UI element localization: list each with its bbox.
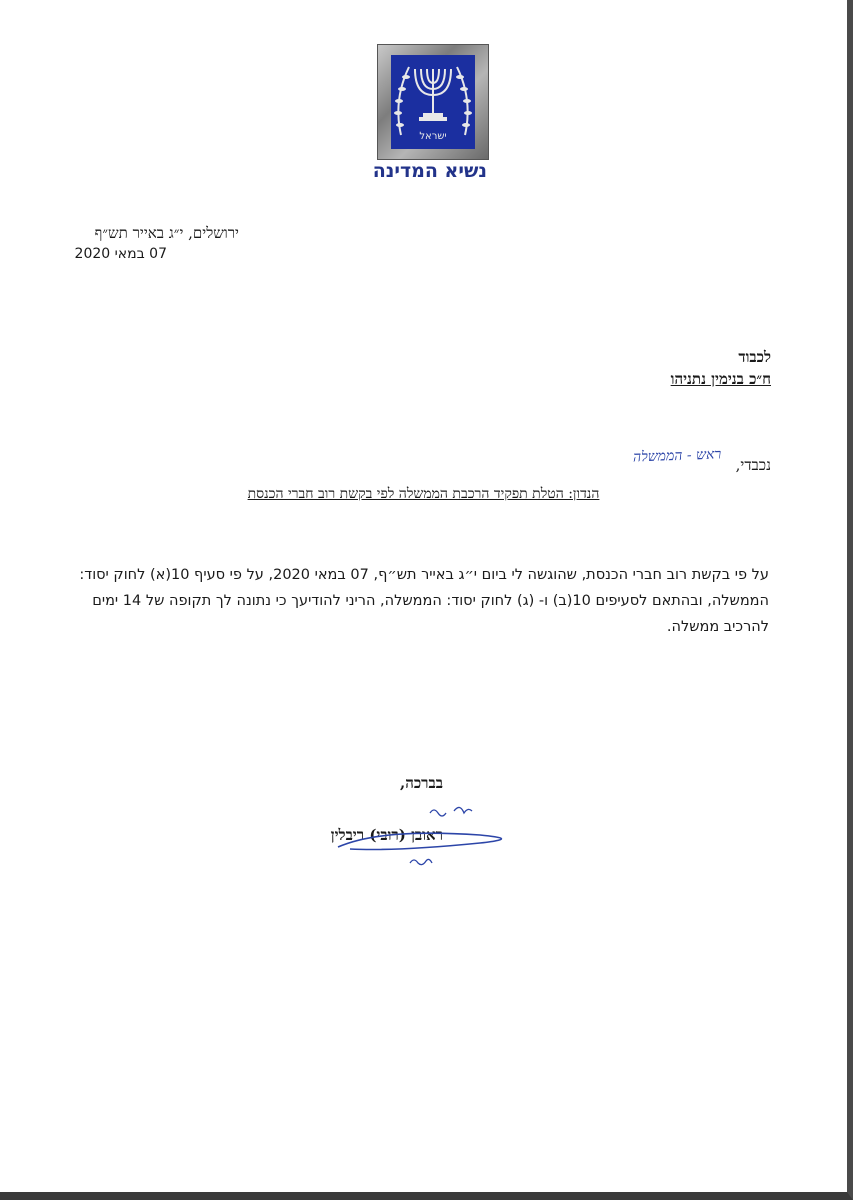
closing: בברכה, — [399, 774, 443, 792]
letter-body — [69, 562, 769, 640]
recipient-label: לכבוד — [738, 348, 771, 366]
body-line: הממשלה, ובהתאם לסעיפים 10(ב) ו- (ג) לחוק יסוד: הממשלה, הריני להודיעך כי נתונה לך תקופה של 14 ימים — [92, 593, 769, 609]
page-title: נשיא המדינה — [372, 160, 487, 182]
signer-name: ראובן (רובי) ריבלין — [330, 826, 443, 844]
recipient-name: ח״כ בנימין נתניהו — [670, 370, 771, 388]
gregorian-date: 07 במאי 2020 — [74, 246, 167, 262]
emblem-lettering: ישראל — [419, 131, 447, 142]
body-line: להרכיב ממשלה. — [666, 619, 769, 635]
subject-line: הנדון: הטלת תפקיד הרכבת הממשלה לפי בקשת רוב חברי הכנסת — [247, 486, 600, 502]
greeting: נכבדי, — [735, 456, 771, 474]
signature-icon — [330, 795, 520, 870]
handwritten-note: ראש - הממשלה — [632, 446, 722, 466]
hebrew-date: ירושלים, י״ג באייר תש״ף — [94, 224, 239, 242]
body-line: על פי בקשת רוב חברי הכנסת, שהוגשה לי ביום י״ג באייר תש״ף, 07 במאי 2020, על פי סעיף 10(א) לחוק יסוד: — [79, 567, 769, 583]
state-emblem-icon — [377, 44, 489, 160]
